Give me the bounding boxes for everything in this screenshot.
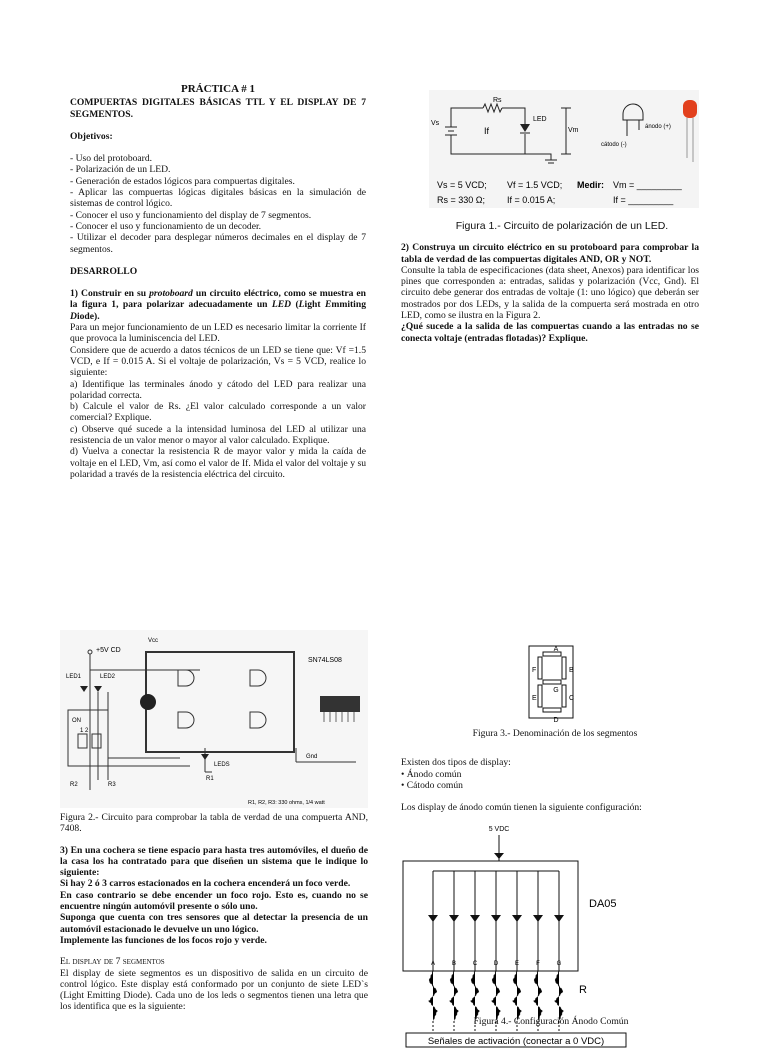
figure-2-caption: Figura 2.- Circuito para comprobar la tabla de verdad de una compuerta AND, 7408. [60,812,368,835]
segment-e-label: E [532,695,537,702]
figure-1-caption: Figura 1.- Circuito de polarización de un LED. [455,220,669,232]
objective-item: - Conocer el uso y funcionamiento de un decoder. [70,220,262,232]
segment-a-label: A [553,646,559,653]
fig2-resistor-note: R1, R2, R3: 330 ohms, 1/4 watt [248,800,325,806]
fig4-segment-label: B [451,961,457,968]
fig1-vm-label: Vm [568,127,579,134]
figure-4-caption: Figura 4.- Configuración Ánodo Común [473,1016,629,1027]
fig1-cathode-label: cátodo (-) [601,142,627,148]
practice-title: PRÁCTICA # 1 [181,83,255,95]
step1-item-a: a) Identifique las terminales ánodo y cátodo del LED para realizar una polaridad correcta. [70,378,366,401]
objective-item: - Polarización de un LED. [70,164,171,176]
segment-c-label: C [569,695,575,702]
fig2-r2-label: R2 [70,782,78,788]
step2-text: Consulte la tabla de especificaciones (data sheet, Anexos) para identificar los pines que corresponden a: entradas, salidas y polarización (Vcc, Gnd). El circuito debe generar dos entradas de voltaje (1: uno lógico) que deberán ser mostrados por dos LEDs, y la salida de la compuerta será mostrada en otro LED, como se ilustra en la Figura 2. [401,264,699,322]
fig4-segment-label: E [514,961,520,968]
figure-3-caption: Figura 3.- Denominación de los segmentos [472,728,638,739]
step1-heading: 1) Construir en su protoboard un circuito eléctrico, como se muestra en la figura 1, para polarizar adecuadamente un LED (Light Emmiting Diode). [70,288,366,322]
fig1-vm-value: Vm = _________ [613,180,682,190]
segment-g-label: G [553,687,559,694]
fig2-switch-on: ON [72,718,81,724]
fig1-rs-label: Rs [493,97,502,104]
right-column-top [401,90,699,344]
objectives-heading: Objetivos: [70,130,113,142]
display-types-intro: Existen dos tipos de display: [401,757,511,769]
fig2-vcc-label: Vcc [148,638,159,644]
fig1-led-label: LED [533,116,547,123]
step1-item-b: b) Calcule el valor de Rs. ¿El valor calculado corresponde a un valor comercial? Explique. [70,401,366,424]
step1-item-d: d) Vuelva a conectar la resistencia R de mayor valor y mida la caída de voltaje en el LED, Vm, así como el valor de If. Mida el valor del voltaje y su polaridad a través de la resistencia eléctrica del circuito. [70,446,366,480]
right-column-bottom [401,642,701,1051]
development-heading: DESARROLLO [70,265,138,277]
display-section-heading: El display de 7 segmentos [60,956,165,968]
fig1-if-value: If = 0.015 A; [507,195,556,205]
fig1-if-label: If [484,126,490,136]
step2-heading: 2) Construya un circuito eléctrico en su protoboard para comprobar la tabla de verdad de las compuertas digitales AND, OR y NOT. [401,242,699,265]
fig2-r1-label: R1 [206,776,214,782]
fig1-anode-label: ánodo (+) [645,124,671,130]
fig1-vf-value: Vf = 1.5 VCD; [507,180,563,190]
display-type-item: • Ánodo común [401,768,462,780]
fig4-supply-label: 5 VDC [488,826,510,834]
fig1-rs-value: Rs = 330 Ω; [437,195,486,205]
figure-1-led-circuit [401,90,699,215]
fig2-gnd-label: Gnd [306,754,318,760]
display-type-item: • Cátodo común [401,779,463,791]
left-column-bottom [60,630,368,1013]
fig4-activation-label: Señales de activación (conectar a 0 VDC) [427,1036,605,1048]
fig4-segment-label: C [472,961,478,968]
fig4-segment-label: G [556,961,562,968]
objective-item: - Aplicar las compuertas lógicas digitales básicas en la simulación de sistemas de control lógico. [70,187,366,210]
step3-line: Si hay 2 ó 3 carros estacionados en la cochera encenderá un foco verde. [60,878,351,890]
objective-item: - Utilizar el decoder para desplegar números decimales en el display de 7 segmentos. [70,232,366,255]
fig1-measure-label: Medir: [577,180,604,190]
fig1-vs-value: Vs = 5 VCD; [437,180,487,190]
fig2-switch-numbers: 1 2 [80,728,89,734]
objective-item: - Conocer el uso y funcionamiento del display de 7 segmentos. [70,209,312,221]
fig4-segment-label: A [430,961,436,968]
fig2-led1-label: LED1 [66,674,82,680]
step1-paragraph: Para un mejor funcionamiento de un LED es necesario limitar la corriente If que provoca la luminiscencia del LED. [70,322,366,345]
fig2-leds-label: LEDS [214,762,230,768]
objective-item: - Generación de estados lógicos para compuertas digitales. [70,175,295,187]
step3-line: Suponga que cuenta con tres sensores que al detectar la presencia de un automóvil estacionado le devuelve un uno lógico. [60,912,368,935]
segment-d-label: D [553,717,559,722]
step2-question: ¿Qué sucede a la salida de las compuertas cuando a las entradas no se conecta voltaje (entradas flotadas)? Explique. [401,321,699,344]
step1-paragraph: Considere que de acuerdo a datos técnicos de un LED se tiene que: Vf =1.5 VCD, e If = 0.015 A. Si el voltaje de polarización, Vs = 5 VCD, realice lo siguiente: [70,344,366,379]
fig1-if-measure: If = _________ [613,195,674,205]
display-section-text: El display de siete segmentos es un dispositivo de salida en un circuito de control lógico. Este display está conformado por un conjunto de siete LED`s (Light Emitting Diode). Cada uno de los leds o segmentos tienen una letra que los identifica que es la siguiente: [60,967,368,1013]
segment-b-label: B [569,667,574,674]
anode-config-text: Los display de ánodo común tienen la siguiente configuración: [401,802,642,814]
fig4-part-label: DA05 [589,898,617,911]
fig1-vs-label: Vs [431,120,440,127]
fig2-supply-label: +5V CD [96,647,121,654]
step3-line: 3) En una cochera se tiene espacio para hasta tres automóviles, el dueño de la casa los ha contratado para que diseñen un sistema que le indique lo siguiente: [60,844,368,879]
fig4-segment-label: D [493,961,499,968]
step3-block [60,845,368,947]
practice-subtitle: COMPUERTAS DIGITALES BÁSICAS TTL Y EL DISPLAY DE 7 SEGMENTOS. [70,97,366,120]
left-column-top [70,84,366,480]
fig2-r3-label: R3 [108,782,116,788]
objective-item: - Uso del protoboard. [70,153,153,165]
figure-3-seven-segment [401,642,701,722]
step3-line: Implemente las funciones de los focos rojo y verde. [60,934,267,946]
fig2-chip-label: SN74LS08 [308,657,342,664]
objectives-list [70,153,366,255]
segment-f-label: F [532,667,537,674]
step1-item-c: c) Observe qué sucede a la intensidad luminosa del LED al utilizar una resistencia de un valor menor o mayor al valor calculado. Explique. [70,423,366,447]
figure-2-and-gate-circuit [60,630,368,808]
fig4-resistor-label: R [579,984,587,997]
step3-line: En caso contrario se debe encender un foco rojo. Esto es, cuando no se encuentre ningún automóvil presente o sólo uno. [60,889,368,913]
fig2-led2-label: LED2 [100,674,116,680]
fig4-segment-label: F [536,961,540,968]
